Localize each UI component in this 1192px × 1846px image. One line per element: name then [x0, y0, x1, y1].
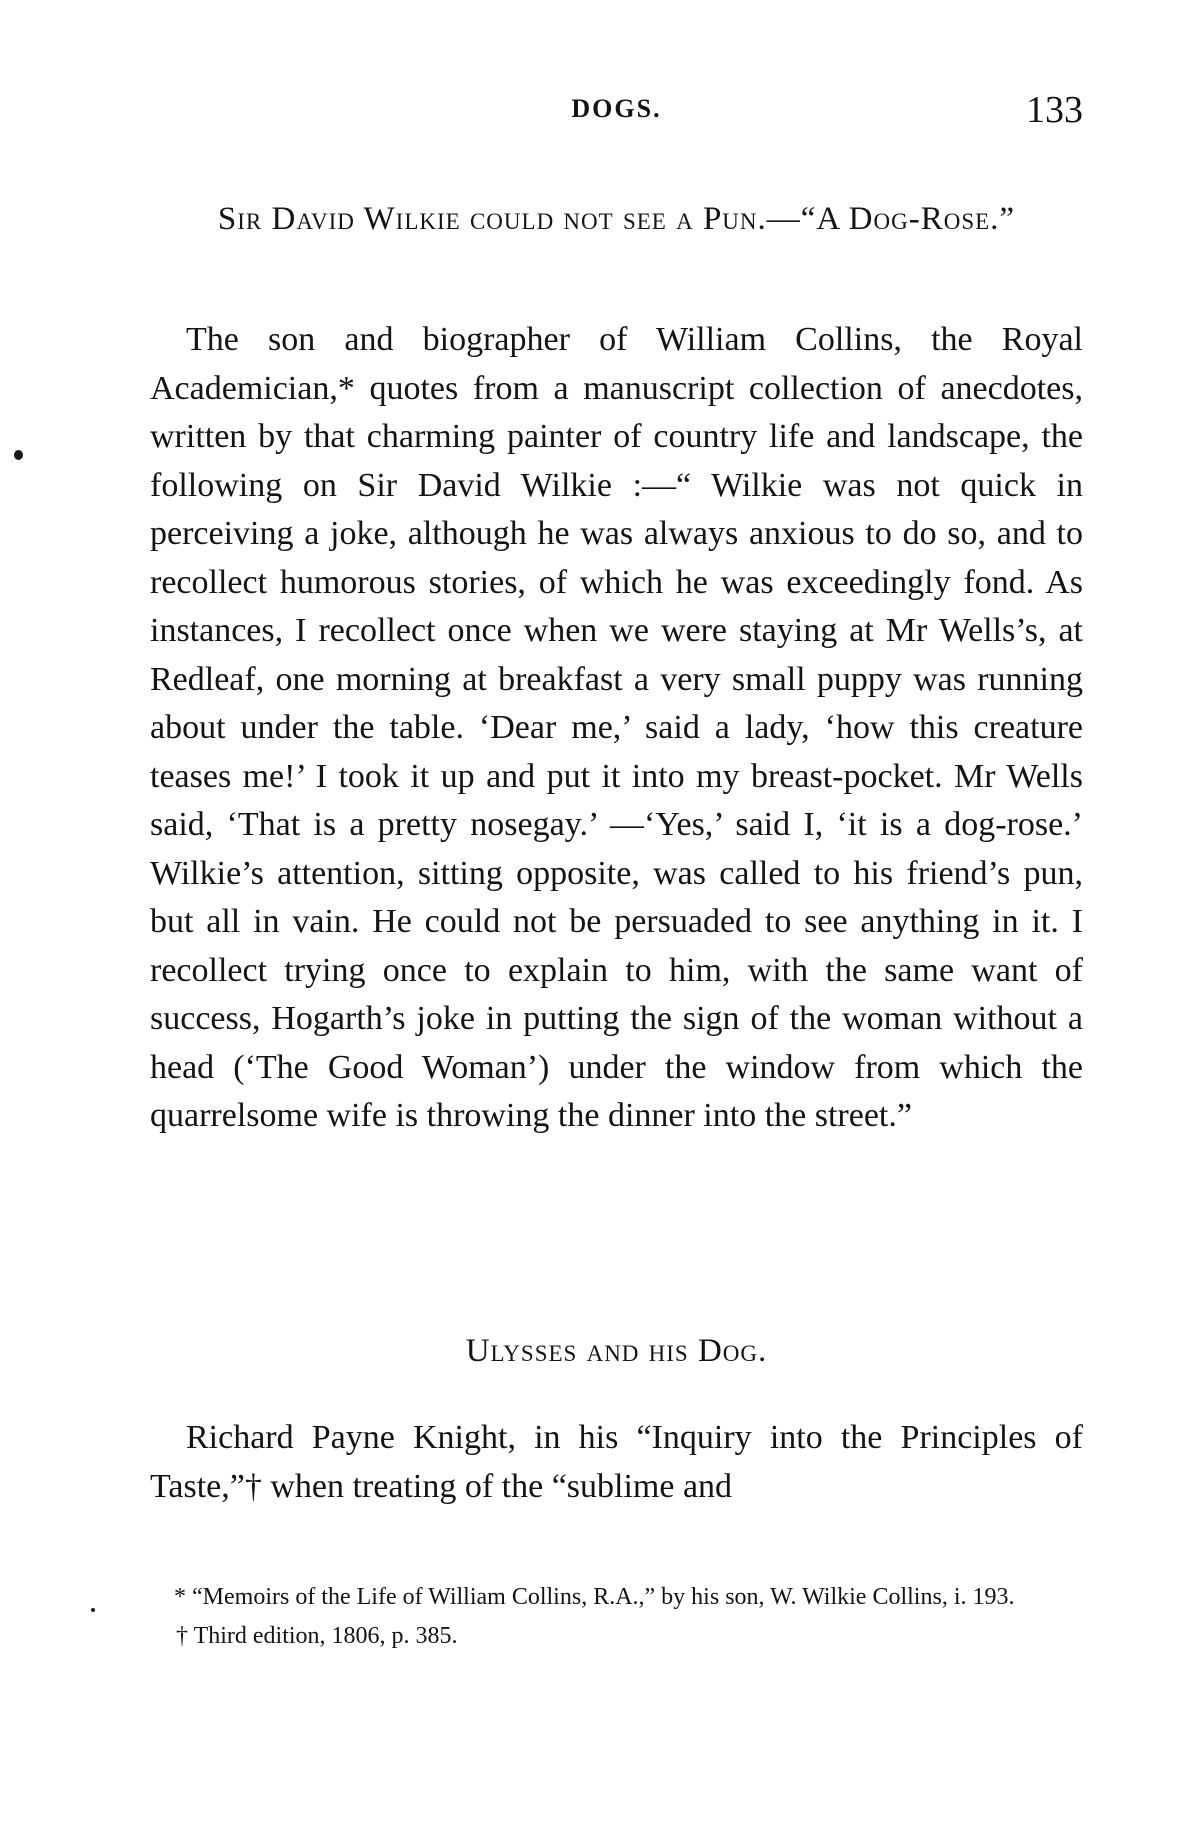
footnote-third-edition: † Third edition, 1806, p. 385. — [176, 1623, 458, 1649]
paragraph-ulysses: Richard Payne Knight, in his “Inquiry into the Principles of Taste,”† when treating of the “sublime and — [150, 1419, 1083, 1505]
footnote-memoirs: * “Memoirs of the Life of William Collins, R.A.,” by his son, W. Wilkie Collins, i. 193. — [174, 1584, 1015, 1610]
margin-ink-dot — [91, 1608, 95, 1612]
margin-ink-spot — [14, 450, 23, 460]
section-heading-wilkie: Sir David Wilkie could not see a Pun.—“A Dog-Rose.” — [217, 201, 1016, 237]
footnotes — [150, 1578, 1083, 1656]
section-heading-ulysses: Ulysses and his Dog. — [465, 1333, 768, 1369]
running-head — [150, 89, 1083, 134]
paragraph-wilkie-anecdote: The son and biographer of William Collins, the Royal Academician,* quotes from a manuscript collection of anecdotes, written by that charming painter of country life and landscape, the following on Sir David Wilkie :—“ Wilkie was not quick in perceiving a joke, although he was always anxious to do so, and to recollect humorous stories, of which he was exceedingly fond. As instances, I recollect once when we were staying at Mr Wells’s, at Redleaf, one morning at breakfast a very small puppy was running about under the table. ‘Dear me,’ said a lady, ‘how this creature teases me!’ I took it up and put it into my breast-pocket. Mr Wells said, ‘That is a pretty nosegay.’ —‘Yes,’ said I, ‘it is a dog-rose.’ Wilkie’s attention, sitting opposite, was called to his friend’s pun, but all in vain. He could not be persuaded to see anything in it. I recollect trying once to explain to him, with the same want of success, Hogarth’s joke in putting the sign of the woman without a head (‘The Good Woman’) under the window from which the quarrelsome wife is throwing the dinner into the street.” — [150, 321, 1083, 1134]
running-title: DOGS. — [571, 94, 662, 123]
page-number: 133 — [1026, 89, 1083, 131]
